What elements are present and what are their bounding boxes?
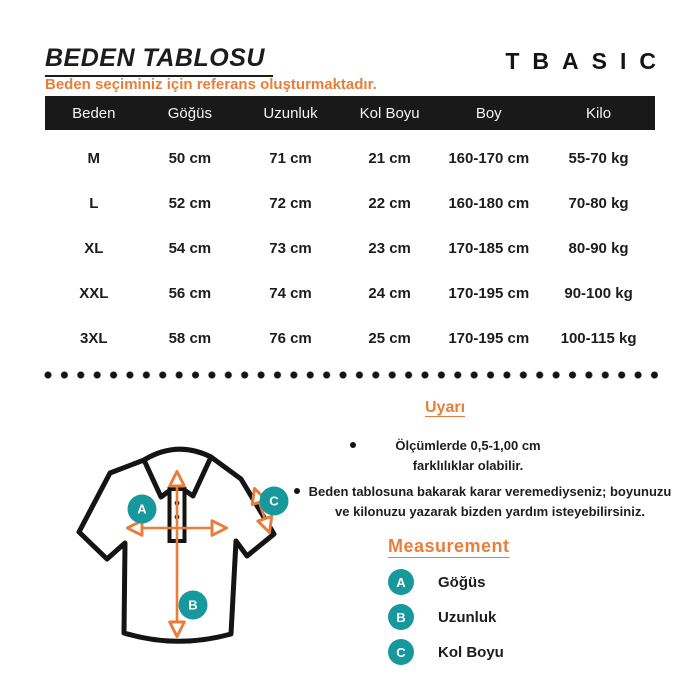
cell-chest: 52 cm [168,195,212,212]
legend-item-gogus [388,569,504,595]
cell-length: 74 cm [269,285,312,302]
brand-logo: TBASIC [505,48,669,74]
cell-length: 72 cm [269,195,312,212]
warning-item [350,436,580,476]
cell-sleeve: 23 cm [368,240,411,257]
cell-height: 170-195 cm [448,285,530,302]
cell-weight: 70-80 kg [568,195,629,212]
page-subtitle: Beden seçiminiz için referans oluşturmaktadır. [45,76,377,93]
badge-b: B [388,604,414,630]
badge-a: A [388,569,414,595]
table-header-row [45,96,655,130]
cell-length: 73 cm [269,240,312,257]
table-row [45,136,655,181]
cell-weight: 100-115 kg [560,330,637,347]
dotted-divider [44,371,658,379]
cell-sleeve: 21 cm [368,150,411,167]
cell-height: 160-170 cm [448,150,530,167]
page-title: BEDEN TABLOSU [45,44,273,77]
cell-size: L [89,195,99,212]
measurement-heading: Measurement [388,536,510,556]
shirt-diagram [55,435,315,695]
diagram-badge-a: A [137,501,147,517]
cell-size: M [87,150,101,167]
cell-weight: 55-70 kg [568,150,629,167]
legend-item-uzunluk [388,604,504,630]
cell-size: XL [84,240,104,257]
cell-chest: 50 cm [168,150,212,167]
table-row [45,181,655,226]
cell-size: XXL [79,285,109,302]
cell-height: 170-195 cm [448,330,530,347]
cell-length: 76 cm [269,330,312,347]
table-row [45,271,655,316]
cell-sleeve: 24 cm [368,285,411,302]
table-row [45,226,655,271]
cell-weight: 90-100 kg [564,285,633,302]
col-header-uzunluk: Uzunluk [263,104,318,122]
col-header-beden: Beden [72,104,116,122]
col-header-kolboyu: Kol Boyu [359,104,420,122]
warning-heading: Uyarı [424,399,466,416]
warning-item-text: Beden tablosuna bakarak karar veremediyseniz; boyunuzu ve kilonuzu yazarak bizden yardım isteyebilirsiniz. [308,484,672,520]
cell-sleeve: 22 cm [368,195,411,212]
table-row [45,316,655,361]
shirt-diagram-svg [55,435,315,695]
cell-height: 170-185 cm [448,240,530,257]
table-body [45,136,655,361]
cell-height: 160-180 cm [448,195,530,212]
cell-weight: 80-90 kg [568,240,629,257]
warning-item [294,482,680,522]
cell-sleeve: 25 cm [368,330,411,347]
size-table [45,96,655,361]
measurement-legend [388,569,504,674]
legend-label: Uzunluk [438,608,497,626]
col-header-boy: Boy [475,104,502,122]
cell-size: 3XL [80,330,108,347]
legend-item-kolboyu [388,639,504,665]
warning-item-text: Ölçümlerde 0,5-1,00 cm farklılıklar olabilir. [395,438,541,474]
diagram-badge-b: B [188,597,198,613]
legend-label: Göğüs [438,573,486,591]
cell-chest: 58 cm [168,330,212,347]
diagram-badge-c: C [269,493,279,509]
badge-c: C [388,639,414,665]
cell-chest: 54 cm [168,240,212,257]
col-header-gogus: Göğüs [167,104,212,122]
cell-length: 71 cm [269,150,312,167]
legend-label: Kol Boyu [438,643,504,661]
cell-chest: 56 cm [168,285,212,302]
col-header-kilo: Kilo [586,104,612,122]
